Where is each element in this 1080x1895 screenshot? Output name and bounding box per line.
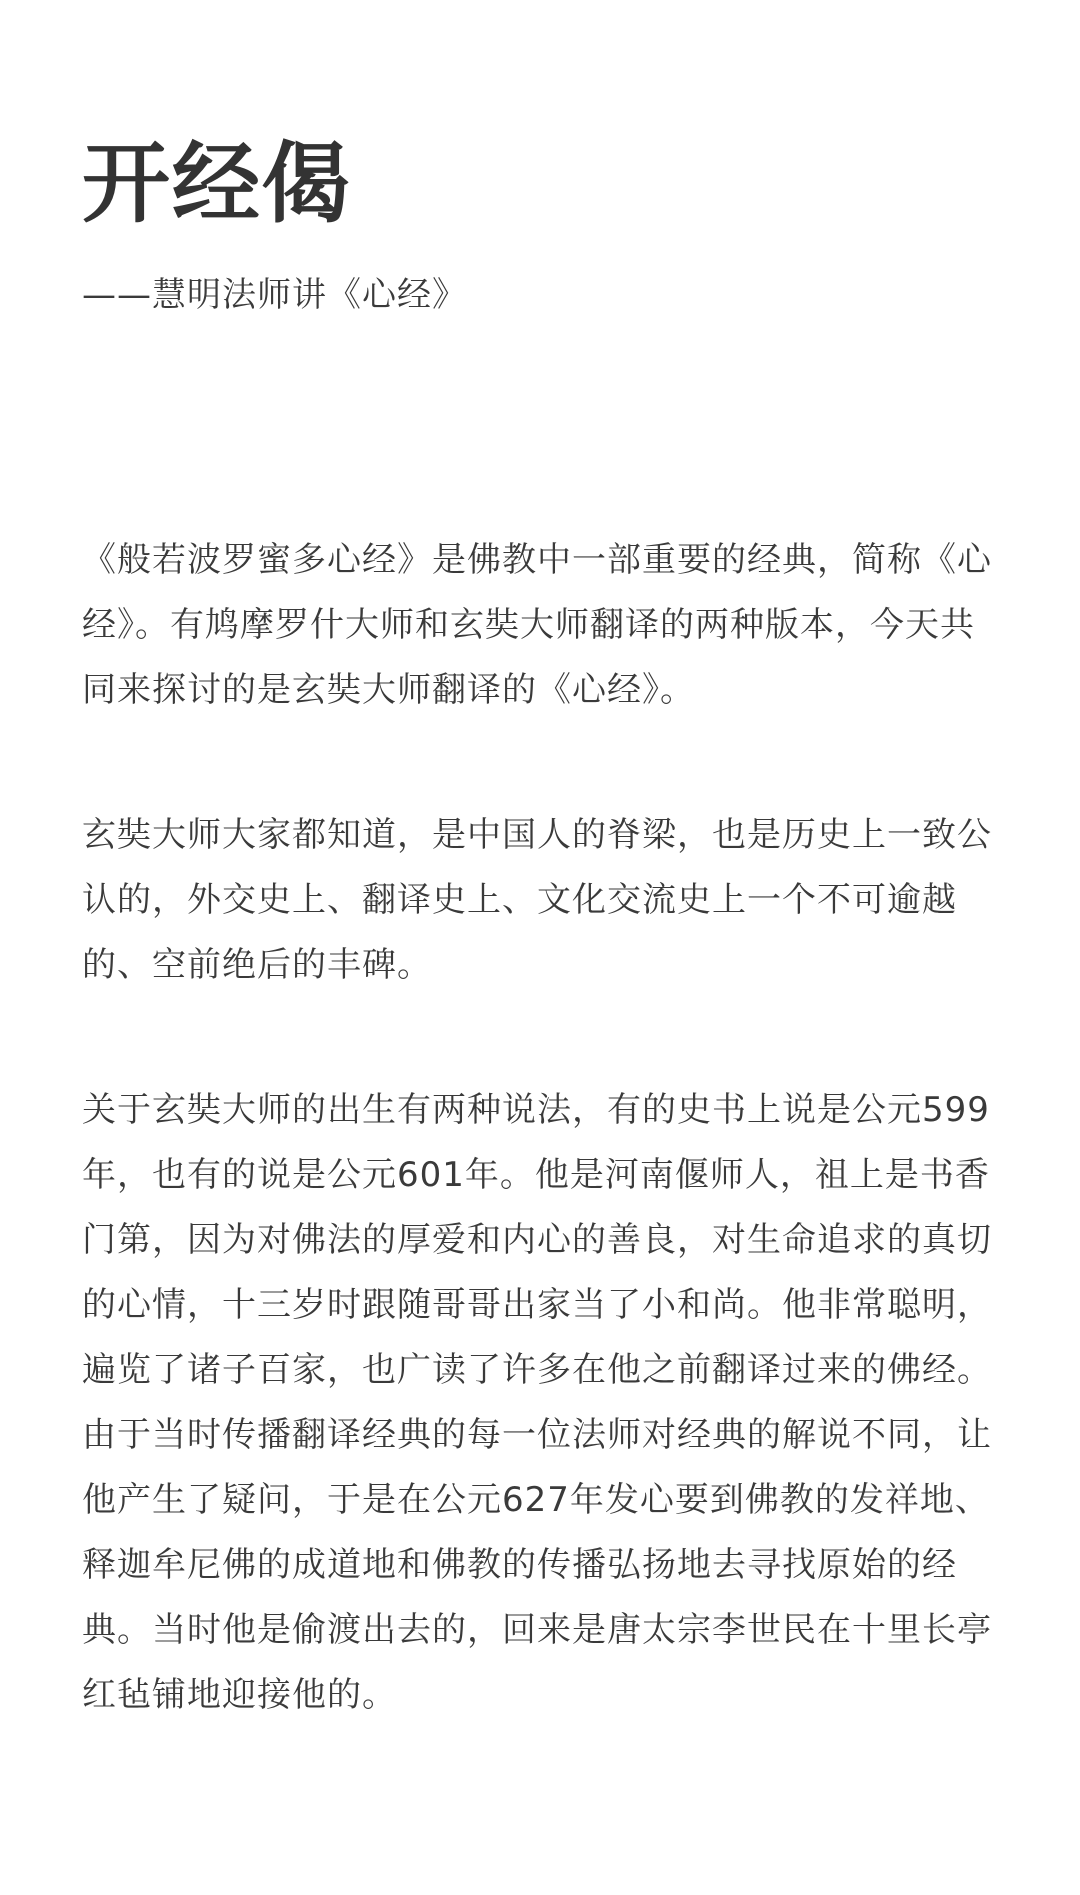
article-subtitle: ——慧明法师讲《心经》: [82, 275, 467, 315]
paragraph-xuanzang-biography: 关于玄奘大师的出生有两种说法，有的史书上说是公元599年，也有的说是公元601年。他是河南偃师人，祖上是书香门第，因为对佛法的厚爱和内心的善良，对生命追求的真切的心情，十三岁时跟随哥哥出家当了小和尚。他非常聪明，遍览了诸子百家，也广读了许多在他之前翻译过来的佛经。由于当时传播翻译经典的每一位法师对经典的解说不同，让他产生了疑问，于是在公元627年发心要到佛教的发祥地、释迦牟尼佛的成道地和佛教的传播弘扬地去寻找原始的经典。当时他是偷渡出去的，回来是唐太宗李世民在十里长亭红毡铺地迎接他的。: [82, 1090, 992, 1715]
article-title: 开经偈: [82, 132, 353, 235]
paragraph-intro: 《般若波罗蜜多心经》是佛教中一部重要的经典，简称《心经》。有鸠摩罗什大师和玄奘大师翻译的两种版本，今天共同来探讨的是玄奘大师翻译的《心经》。: [82, 540, 992, 710]
paragraph-xuanzang-legacy: 玄奘大师大家都知道，是中国人的脊梁，也是历史上一致公认的，外交史上、翻译史上、文化交流史上一个不可逾越的、空前绝后的丰碑。: [82, 815, 992, 985]
article-body: [82, 528, 1002, 1728]
